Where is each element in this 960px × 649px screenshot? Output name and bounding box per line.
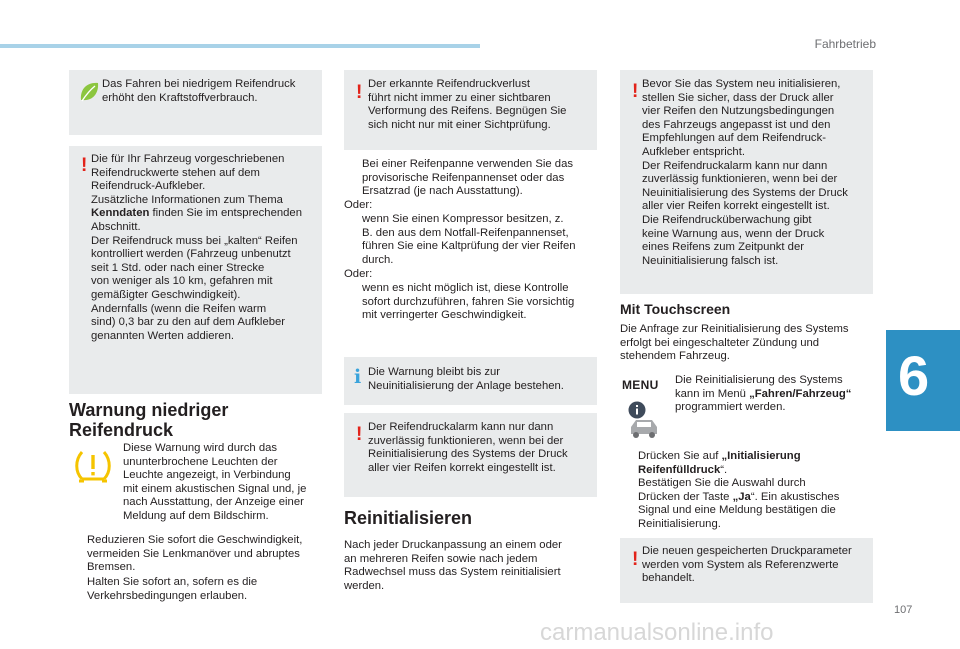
alarm-reliability-warning-text: Der Reifendruckalarm kann nur dann zuverlässig funktionieren, wenn bei der Reinitialisierung des Systems der Druck aller vier Reifen korrekt eingestellt ist. [368,421,568,474]
watermark: carmanualsonline.info [540,619,774,646]
list-item: Bei einer Reifenpanne verwenden Sie das provisorische Reifenpannenset oder das Ersatzrad (je nach Ausstattung). [362,158,574,198]
heading-with-touchscreen: Mit Touchscreen [620,301,731,317]
warning-persists-info-text: Die Warnung bleibt bis zur Neuinitialisierung der Anlage bestehen. [368,366,564,392]
heading-low-pressure-warning: Warnung niedriger Reifendruck [69,400,229,440]
warning-persists-info-box [344,357,597,405]
list-item: Halten Sie sofort an, sofern es die Verkehrsbedingungen erlauben. [87,576,258,602]
visual-check-warning-text: Der erkannte Reifendruckverlust führt nicht immer zu einer sichtbaren Verformung des Reifens. Begnügen Sie sich nicht nur mit einer Sichtprüfung. [368,78,567,131]
visual-check-warning-box [344,70,597,150]
reinitialise-paragraph: Nach jeder Druckanpassung an einem oder an mehreren Reifen sowie nach jedem Radwechsel muss das System reinitialisiert werden. [344,539,562,592]
reference-values-warning-box [620,538,873,603]
list-item: Reduzieren Sie sofort die Geschwindigkeit, vermeiden Sie Lenkmanöver und abruptes Bremsen. [87,534,303,574]
warning-exclamation-icon: ! [632,549,639,570]
eco-note-text: Das Fahren bei niedrigem Reifendruck erhöht den Kraftstoffverbrauch. [102,78,296,104]
chapter-tab [886,330,960,431]
list-item: Drücken Sie auf „Initialisierung Reifenfülldruck“. [638,450,801,476]
chapter-number: 6 [898,344,930,407]
eco-leaf-icon [78,80,100,104]
menu-path-text: Die Reinitialisierung des Systems kann im Menü „Fahren/Fahrzeug“ programmiert werden. [675,374,852,414]
warning-exclamation-icon: ! [356,424,363,445]
page-number: 107 [894,604,913,616]
warning-exclamation-icon: ! [632,81,639,102]
menu-button-label: MENU [622,378,659,392]
heading-reinitialise: Reinitialisieren [344,508,473,528]
tyre-pressure-warning-text: Die für Ihr Fahrzeug vorgeschriebenen Reifendruckwerte stehen auf dem Reifendruck-Aufkleber. Zusätzliche Informationen zum Thema Kenndaten finden Sie im entsprechenden Abschnitt. Der Reifendruck muss bei „kalten“ Reifen kontrolliert werden (Fahrzeug unbenutzt seit 1 Std. oder nach einer Strecke von weniger als 10 km, gefahren mit gemäßigter Geschwindigkeit). Andernfalls (wenn die Reifen warm sind) 0,3 bar zu den auf dem Aufkleber genannten Werten addieren. [91,153,302,342]
low-pressure-warning-text: Diese Warnung wird durch das ununterbrochene Leuchten der Leuchte angezeigt, in Verbindung mit einem akustischen Signal und, je nach Ausstattung, der Anzeige einer Meldung auf dem Bildschirm. [123,442,307,522]
touchscreen-paragraph: Die Anfrage zur Reinitialisierung des Systems erfolgt bei eingeschalteter Zündung und stehendem Fahrzeug. [620,323,849,363]
list-item: wenn es nicht möglich ist, diese Kontrolle sofort durchzuführen, fahren Sie vorsichtig mit verringerter Geschwindigkeit. [362,282,575,322]
tyre-pressure-warning-box [69,146,322,394]
alarm-reliability-warning-box [344,413,597,497]
vehicle-info-icon [626,400,662,440]
header-accent-bar [0,44,480,48]
warning-exclamation-icon: ! [81,155,88,176]
list-item: Bestätigen Sie die Auswahl durch Drücken der Taste „Ja“. Ein akustisches Signal und eine Meldung bestätigen die Reinitialisierung. [638,477,840,530]
tyre-pressure-warning-lamp-icon [74,448,112,484]
chapter-title: Fahrbetrieb [814,37,876,51]
reference-values-warning-text: Die neuen gespeicherten Druckparameter werden vom System als Referenzwerte behandelt. [642,545,852,585]
before-reinit-warning-text: Bevor Sie das System neu initialisieren, stellen Sie sicher, dass der Druck aller vier Reifen den Nutzungsbedingungen des Fahrzeugs angepasst ist und den Empfehlungen auf dem Reifendruck- Aufkleber entspricht. Der Reifendruckalarm kann nur dann zuverlässig funktionieren, wenn bei der Neuinitialisierung des Systems der Druck aller vier Reifen korrekt eingestellt ist. Die Reifendrucküberwachung gibt keine Warnung aus, wenn der Druck eines Reifens zum Zeitpunkt der Neuinitialisierung falsch ist. [642,78,848,267]
list-item: wenn Sie einen Kompressor besitzen, z. B. den aus dem Notfall-Reifenpannenset, führen Sie eine Kaltprüfung der vier Reifen durch. [362,213,576,266]
eco-note-box [69,70,322,135]
oder-label: Oder: [344,268,373,280]
before-reinit-warning-box [620,70,873,294]
oder-label: Oder: [344,199,373,211]
info-icon: i [354,366,362,388]
warning-exclamation-icon: ! [356,82,363,103]
